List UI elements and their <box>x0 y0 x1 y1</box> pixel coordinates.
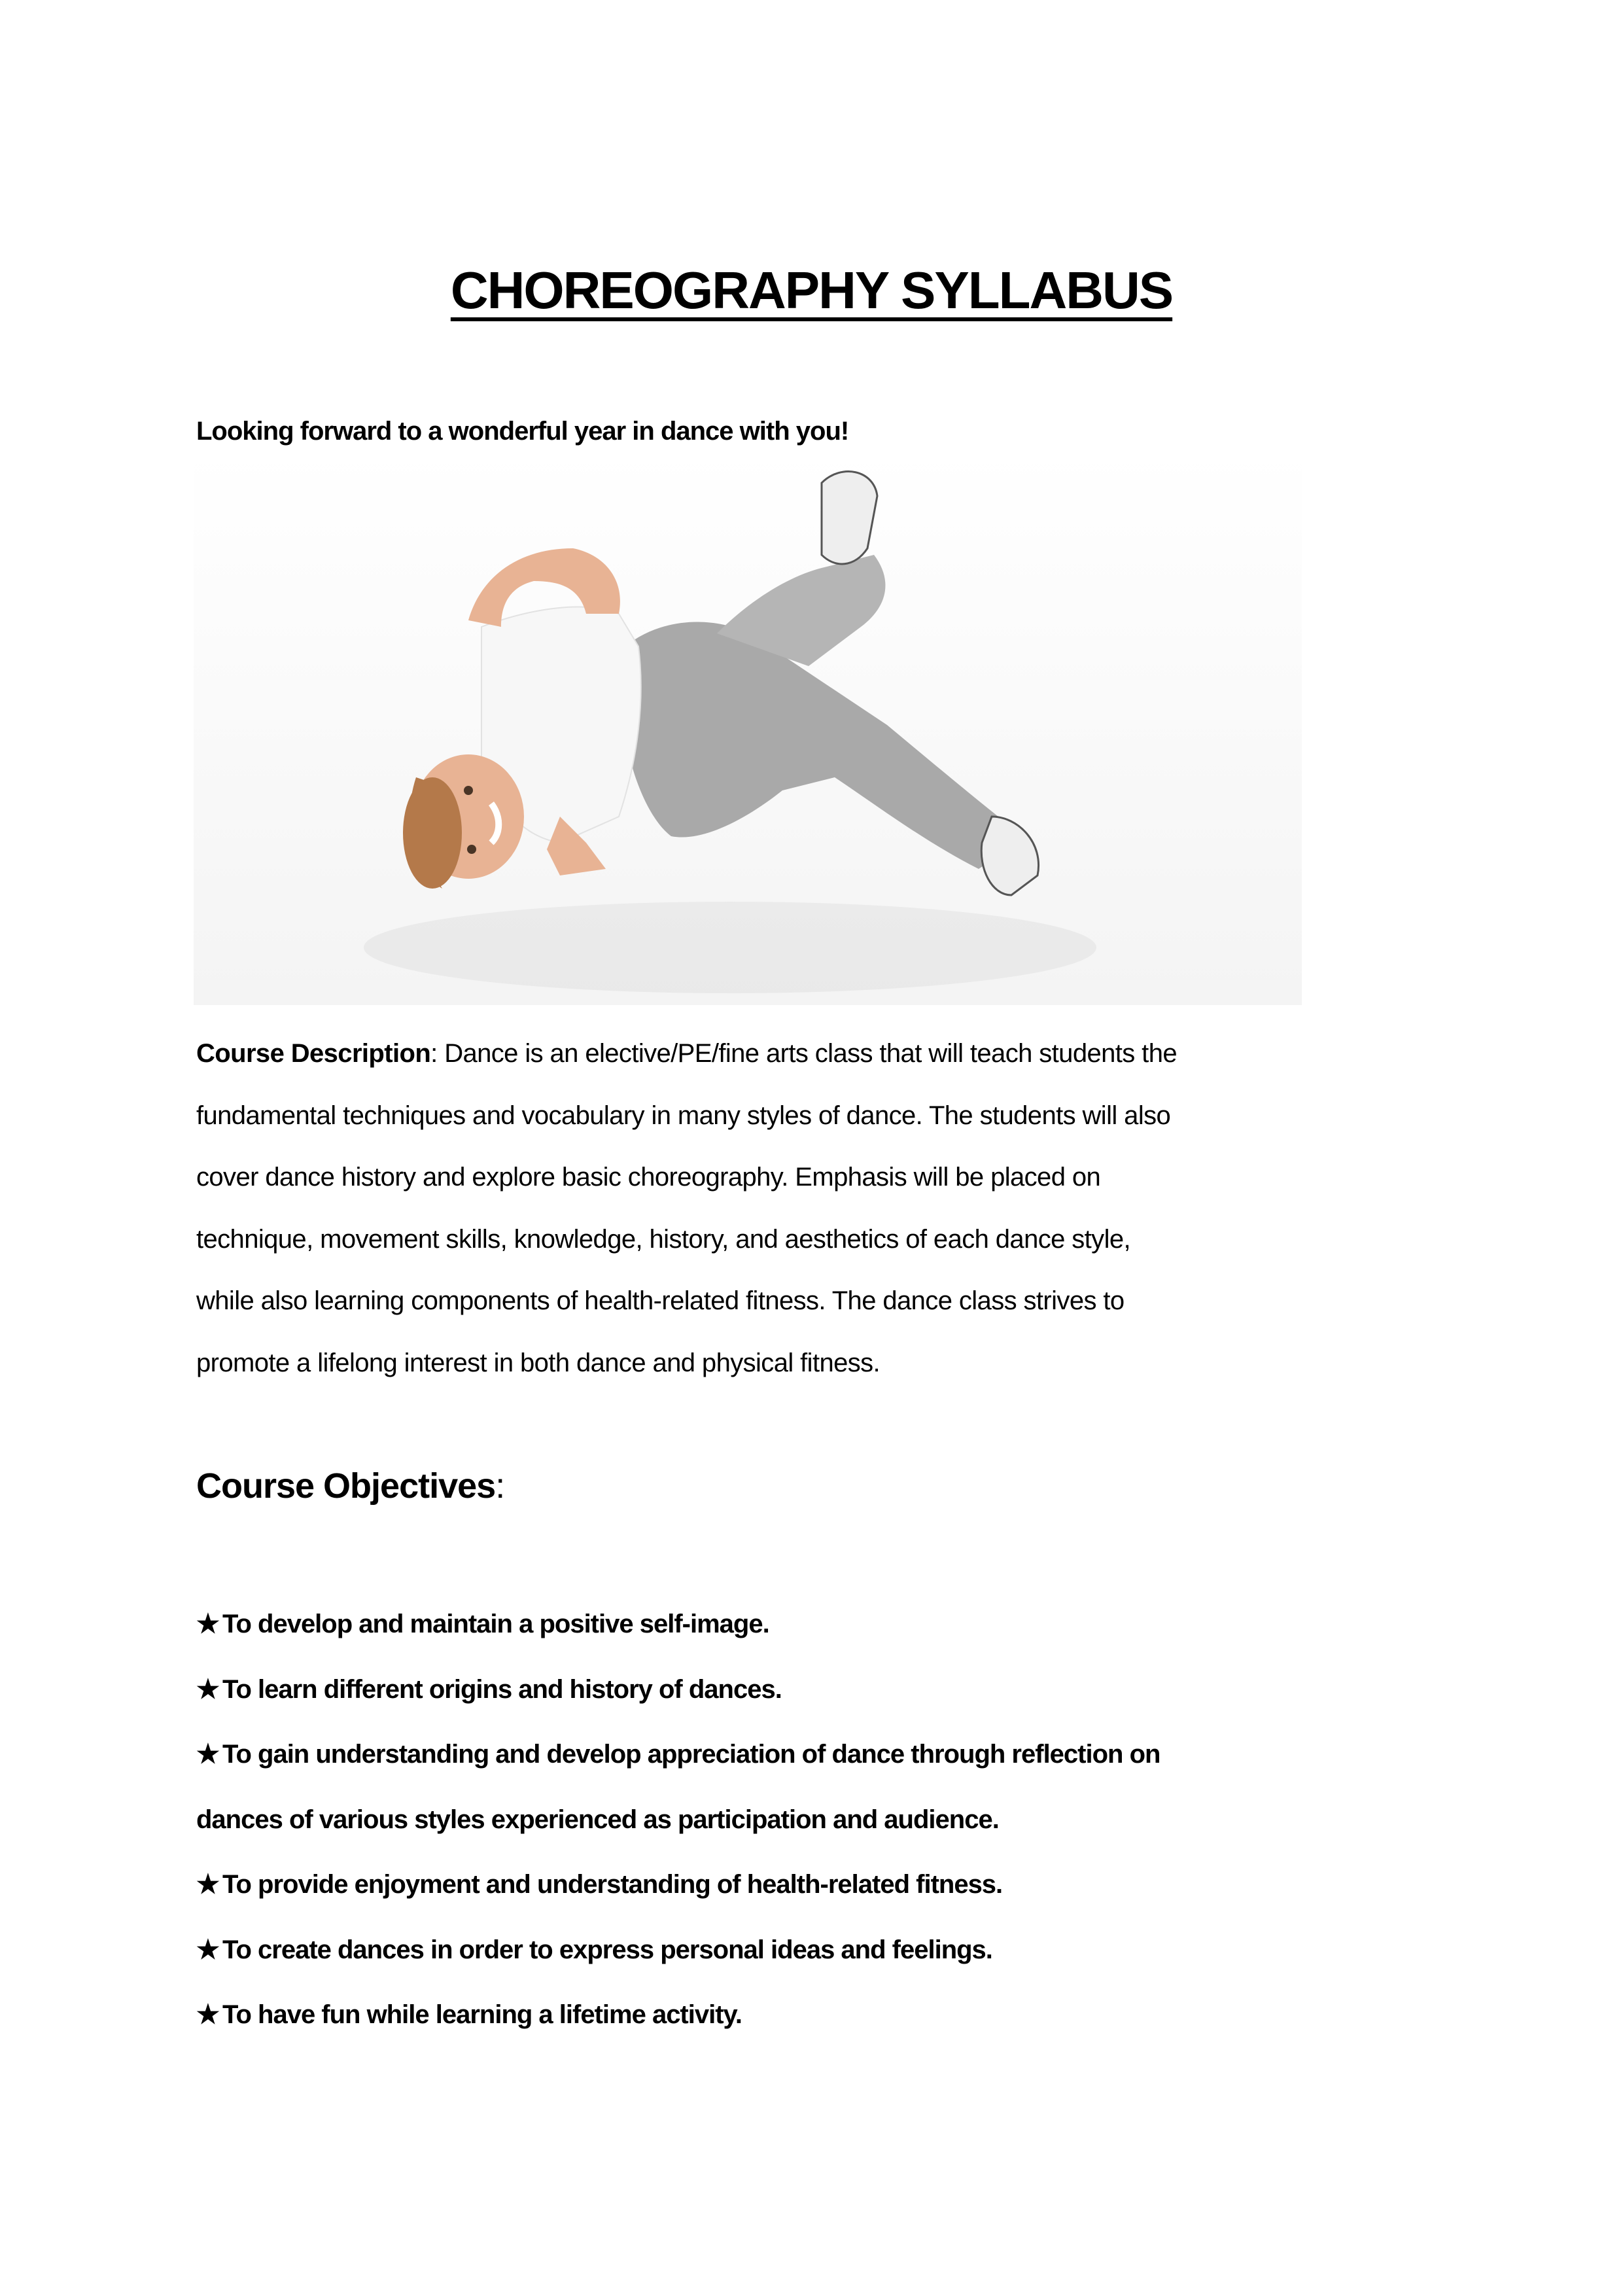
course-objectives-heading-text: Course Objectives <box>196 1466 496 1506</box>
star-icon: ★ <box>196 1870 219 1899</box>
course-description-line: cover dance history and explore basic choreography. Emphasis will be placed on <box>196 1163 1101 1192</box>
objective-text: To learn different origins and history of dances. <box>222 1674 782 1704</box>
course-description <box>196 1033 1439 1404</box>
objective-item-continuation: dances of various styles experienced as participation and audience. <box>196 1805 999 1834</box>
objective-text: To gain understanding and develop appreciation of dance through reflection on <box>222 1740 1161 1769</box>
course-description-line: technique, movement skills, knowledge, history, and aesthetics of each dance style, <box>196 1224 1131 1254</box>
page-title-text: CHOREOGRAPHY SYLLABUS <box>450 261 1173 319</box>
star-icon: ★ <box>196 1610 219 1638</box>
objective-item <box>196 1603 1160 1669</box>
course-description-label: Course Description <box>196 1039 431 1068</box>
objective-item <box>196 1929 1160 1994</box>
course-description-line: while also learning components of health-related fitness. The dance class strives to <box>196 1286 1125 1315</box>
star-icon: ★ <box>196 2000 219 2029</box>
objective-item <box>196 1863 1160 1929</box>
star-icon: ★ <box>196 1935 219 1964</box>
objective-item <box>196 1733 1160 1799</box>
floor-reflection <box>364 902 1096 993</box>
course-objectives-heading <box>196 1466 504 1506</box>
objective-text: To develop and maintain a positive self-image. <box>222 1610 769 1638</box>
objective-item <box>196 1994 1160 2059</box>
star-icon: ★ <box>196 1740 219 1769</box>
objective-text: To create dances in order to express personal ideas and feelings. <box>222 1935 992 1964</box>
course-description-line: fundamental techniques and vocabulary in many styles of dance. The students will also <box>196 1101 1171 1130</box>
objective-text: To have fun while learning a lifetime activity. <box>222 2000 742 2029</box>
eye-right <box>467 845 476 854</box>
course-description-separator: : <box>430 1039 438 1068</box>
hair-top <box>403 777 462 889</box>
star-icon: ★ <box>196 1674 219 1704</box>
eye-left <box>464 786 473 795</box>
page-title <box>0 260 1623 321</box>
course-objectives-list <box>196 1603 1160 2059</box>
dancer-photo <box>194 450 1302 1005</box>
objective-item <box>196 1669 1160 1734</box>
greeting-text: Looking forward to a wonderful year in dance with you! <box>196 417 849 446</box>
dancer-photo-icon <box>194 450 1302 1005</box>
objective-text: To provide enjoyment and understanding of health-related fitness. <box>222 1870 1003 1899</box>
course-description-line <box>196 1033 1439 1095</box>
course-objectives-heading-separator: : <box>495 1466 505 1506</box>
course-description-line: promote a lifelong interest in both dance and physical fitness. <box>196 1348 881 1377</box>
course-description-text: Dance is an elective/PE/fine arts class that will teach students the <box>437 1039 1177 1068</box>
